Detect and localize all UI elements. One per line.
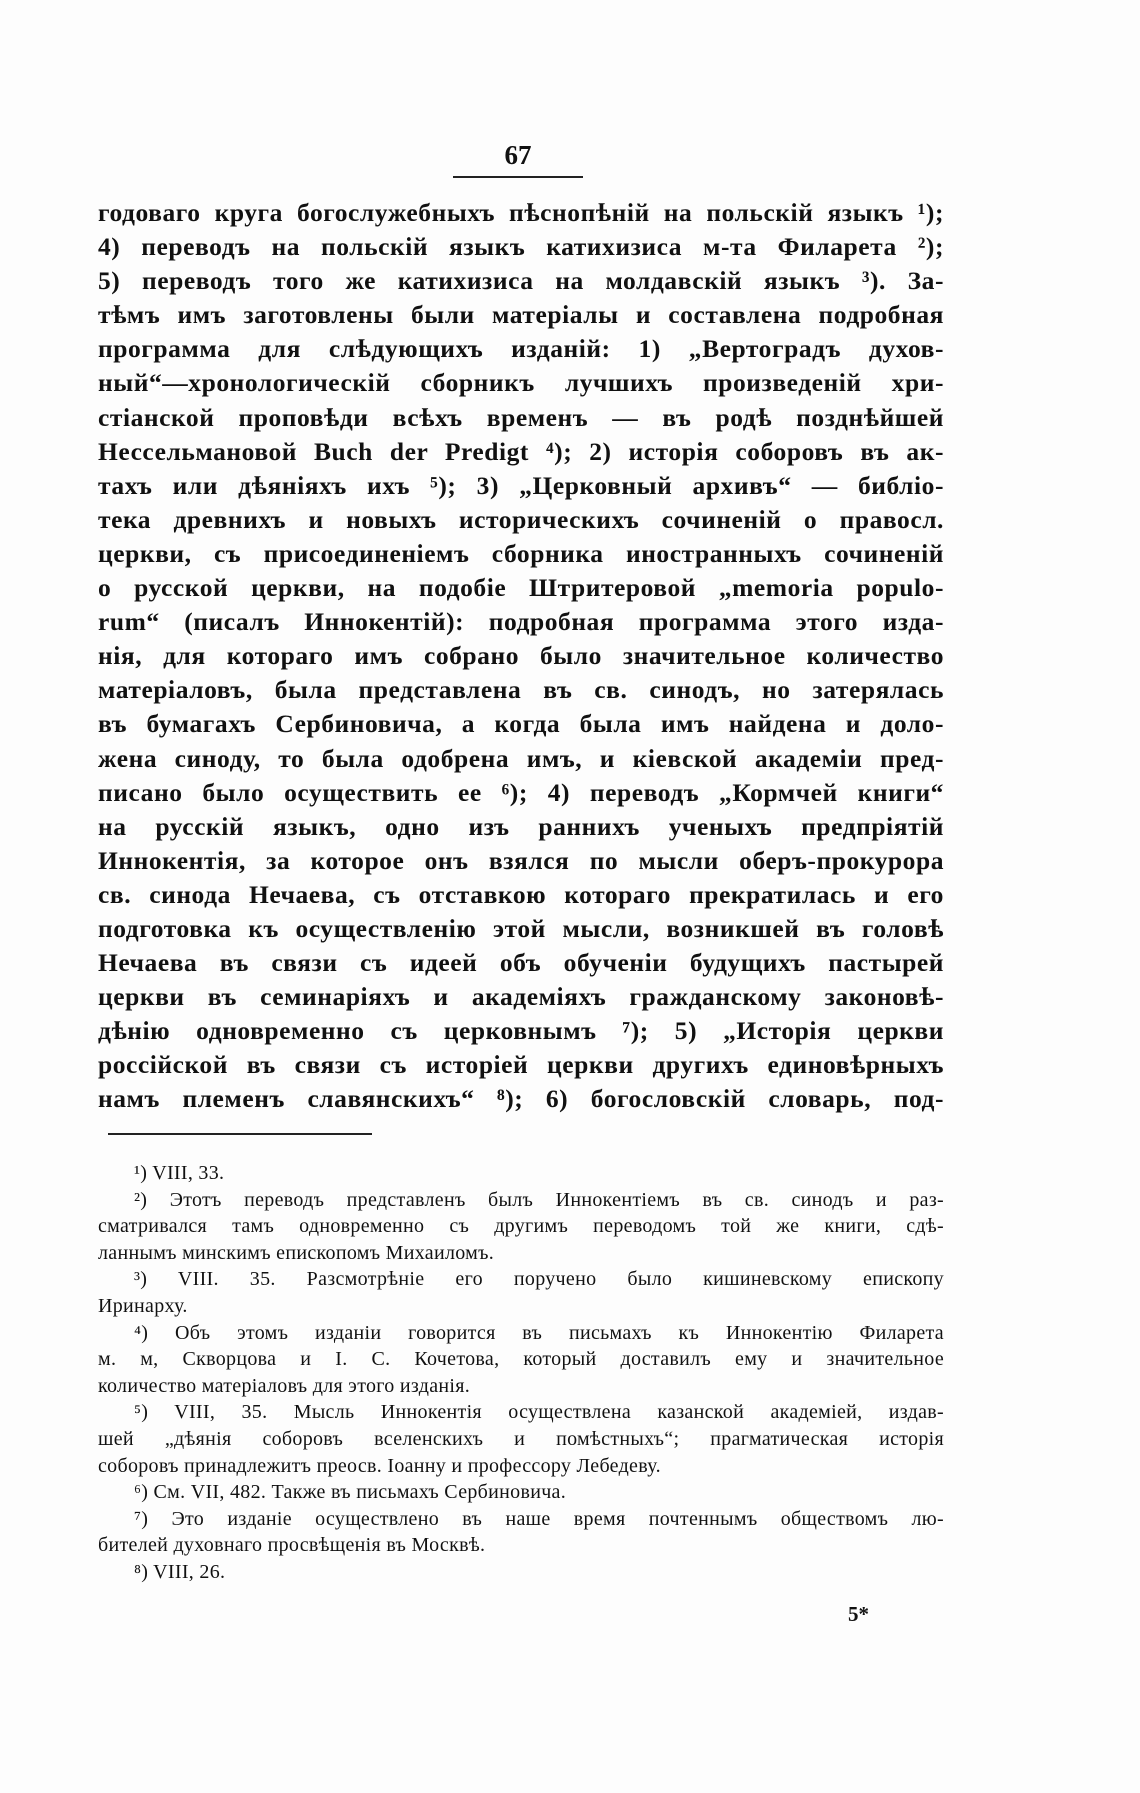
footnote-line: ⁵) VIII, 35. Мысль Иннокентія осуществлена казанской академіей, издав- xyxy=(134,1401,944,1424)
footnote-line: количество матеріаловъ для этого изданія. xyxy=(98,1374,471,1397)
text-line: годоваго круга богослужебныхъ пѣснопѣній на польскій языкъ ¹); xyxy=(98,198,944,227)
footnote-separator xyxy=(108,1133,372,1135)
page-number-rule xyxy=(453,176,583,178)
footnote-line: шей „дѣянія соборовъ вселенскихъ и помѣстныхъ“; прагматическая исторія xyxy=(98,1427,944,1450)
text-line: подготовка къ осуществленію этой мысли, возникшей въ головѣ xyxy=(98,913,944,943)
footnote-line: ¹) VIII, 33. xyxy=(134,1162,225,1184)
text-line: 4) переводъ на польскій языкъ катихизиса м-та Филарета ²); xyxy=(98,232,944,262)
text-line: тѣмъ имъ заготовлены были матеріалы и составлена подробная xyxy=(98,300,944,330)
text-line: дѣнію одновременно съ церковнымъ ⁷); 5) „Исторія церкви xyxy=(98,1016,944,1046)
text-line: rum“ (писалъ Иннокентій): подробная программа этого изда- xyxy=(98,607,944,637)
text-line: стіанской проповѣди всѣхъ временъ — въ родѣ позднѣйшей xyxy=(98,402,944,432)
text-line: жена синоду, то была одобрена имъ, и кіевской академіи пред- xyxy=(98,743,944,773)
text-line: писано было осуществить ее ⁶); 4) переводъ „Кормчей книги“ xyxy=(98,777,944,807)
footnote-line: ⁷) Это изданіе осуществлено въ наше время почтеннымъ обществомъ лю- xyxy=(134,1507,944,1530)
footnote-line: ⁴) Объ этомъ изданіи говорится въ письмахъ къ Иннокентію Филарета xyxy=(134,1321,944,1344)
text-line: ный“—хронологическій сборникъ лучшихъ произведеній хри- xyxy=(98,368,944,398)
footnote-line: ⁸) VIII, 26. xyxy=(134,1560,226,1583)
footnote-line: ²) Этотъ переводъ представленъ былъ Иннокентіемъ въ св. синодъ и раз- xyxy=(134,1188,944,1211)
footnote-line: м. м, Скворцова и І. С. Кочетова, который доставилъ ему и значительное xyxy=(98,1348,944,1371)
text-line: о русской церкви, на подобіе Штритеровой „memoria populo- xyxy=(98,573,944,603)
footnote-line: Иринарху. xyxy=(98,1294,188,1317)
footnote-line: ³) VIII. 35. Разсмотрѣніе его поручено было кишиневскому епископу xyxy=(134,1268,944,1291)
text-line: церкви, съ присоединеніемъ сборника иностранныхъ сочиненій xyxy=(98,538,944,568)
footnote-line: ⁶) См. VII, 482. Также въ письмахъ Сербиновича. xyxy=(134,1481,567,1504)
footnote-line: соборовъ принадлежитъ преосв. Іоанну и профессору Лебедеву. xyxy=(98,1454,661,1477)
text-line: св. синода Нечаева, съ отставкою котораго прекратилась и его xyxy=(98,879,944,909)
page-number: 67 xyxy=(504,140,532,170)
main-text xyxy=(98,196,944,1117)
text-line: на русскій языкъ, одно изъ раннихъ ученыхъ предпріятій xyxy=(98,811,944,841)
footnote-line: сматривался тамъ одновременно съ другимъ переводомъ той же книги, сдѣ- xyxy=(98,1215,944,1238)
text-line: тахъ или дѣяніяхъ ихъ ⁵); 3) „Церковный архивъ“ — библіо- xyxy=(98,470,944,500)
text-line: тека древнихъ и новыхъ историческихъ сочиненій о правосл. xyxy=(98,504,944,534)
text-line: Нессельмановой Buch der Predigt ⁴); 2) исторія соборовъ въ ак- xyxy=(98,436,944,466)
text-line: нія, для котораго имъ собрано было значительное количество xyxy=(98,641,944,671)
footnotes xyxy=(98,1160,944,1586)
text-line: матеріаловъ, была представлена въ св. синодъ, но затерялась xyxy=(98,675,944,705)
text-line: 5) переводъ того же катихизиса на молдавскій языкъ ³). За- xyxy=(98,266,944,296)
text-line: намъ племенъ славянскихъ“ ⁸); 6) богословскій словарь, под- xyxy=(98,1084,944,1114)
signature-mark: 5* xyxy=(848,1602,869,1626)
footnote-line: ланнымъ минскимъ епископомъ Михаиломъ. xyxy=(98,1241,495,1264)
text-line: Нечаева въ связи съ идеей объ обученіи будущихъ пастырей xyxy=(98,948,944,978)
text-line: Иннокентія, за которое онъ взялся по мысли оберъ-прокурора xyxy=(98,845,944,875)
text-line: въ бумагахъ Сербиновича, а когда была имъ найдена и доло- xyxy=(98,709,944,739)
text-line: программа для слѣдующихъ изданій: 1) „Вертоградъ духов- xyxy=(98,334,944,364)
text-line: церкви въ семинаріяхъ и академіяхъ гражданскому законовѣ- xyxy=(98,982,944,1012)
text-line: россійской въ связи съ исторіей церкви другихъ единовѣрныхъ xyxy=(98,1050,944,1080)
footnote-line: бителей духовнаго просвѣщенія въ Москвѣ. xyxy=(98,1534,486,1557)
